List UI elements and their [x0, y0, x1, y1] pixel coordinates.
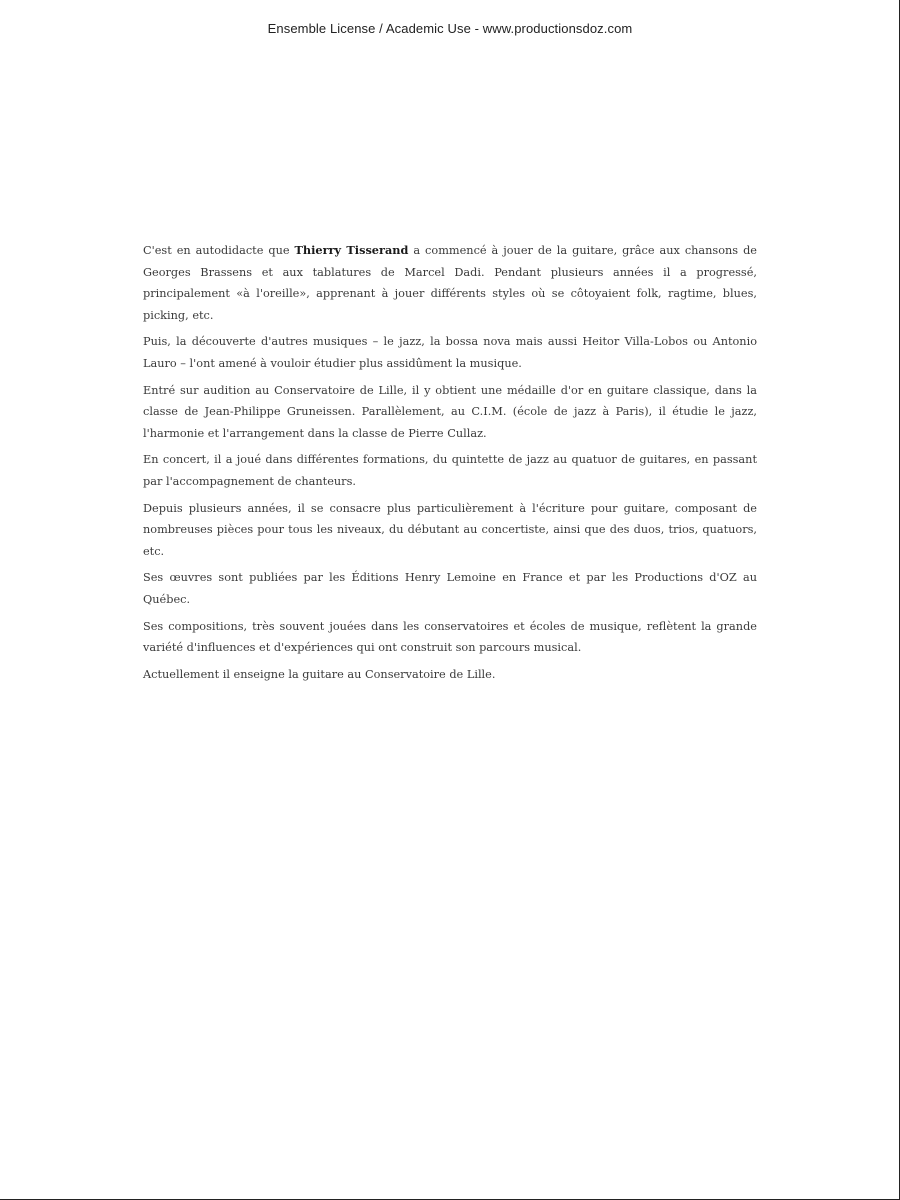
bio-paragraph-4: En concert, il a joué dans différentes formations, du quintette de jazz au quatuor de guitares, en passant par l'accompagnement de chanteurs.	[143, 453, 757, 488]
bio-paragraph-3: Entré sur audition au Conservatoire de Lille, il y obtient une médaille d'or en guitare classique, dans la classe de Jean-Philippe Gruneissen. Parallèlement, au C.I.M. (école de jazz à Paris), il étudie le jazz, l'harmonie et l'arrangement dans la classe de Pierre Cullaz.	[143, 383, 757, 440]
bio-paragraph-1	[143, 240, 757, 326]
bio-paragraph-2: Puis, la découverte d'autres musiques – le jazz, la bossa nova mais aussi Heitor Villa-Lobos ou Antonio Lauro – l'ont amené à vouloir étudier plus assidûment la musique.	[143, 335, 757, 370]
bio-paragraph-5: Depuis plusieurs années, il se consacre plus particulièrement à l'écriture pour guitare, composant de nombreuses pièces pour tous les niveaux, du débutant au concertiste, ainsi que des duos, trios, quatuors, etc.	[143, 501, 757, 558]
bio-paragraph-8: Actuellement il enseigne la guitare au Conservatoire de Lille.	[143, 667, 496, 681]
biography-text	[143, 240, 757, 690]
bio-paragraph-1-intro: C'est en autodidacte que	[143, 244, 295, 257]
bio-paragraph-6: Ses œuvres sont publiées par les Éditions Henry Lemoine en France et par les Productions d'OZ au Québec.	[143, 571, 757, 606]
bio-paragraph-1-rest: a commencé à jouer de la guitare, grâce aux chansons de Georges Brassens et aux tablatures de Marcel Dadi. Pendant plusieurs années il a progressé, principalement «à l'oreille», apprenant à jouer différents styles où se côtoyaient folk, ragtime, blues, picking, etc.	[143, 244, 757, 322]
bio-paragraph-7: Ses compositions, très souvent jouées dans les conservatoires et écoles de musique, reflètent la grande variété d'influences et d'expériences qui ont construit son parcours musical.	[143, 619, 757, 655]
composer-name: Thierry Tisserand	[294, 243, 409, 257]
license-header: Ensemble License / Academic Use - www.productionsdoz.com	[267, 21, 633, 36]
